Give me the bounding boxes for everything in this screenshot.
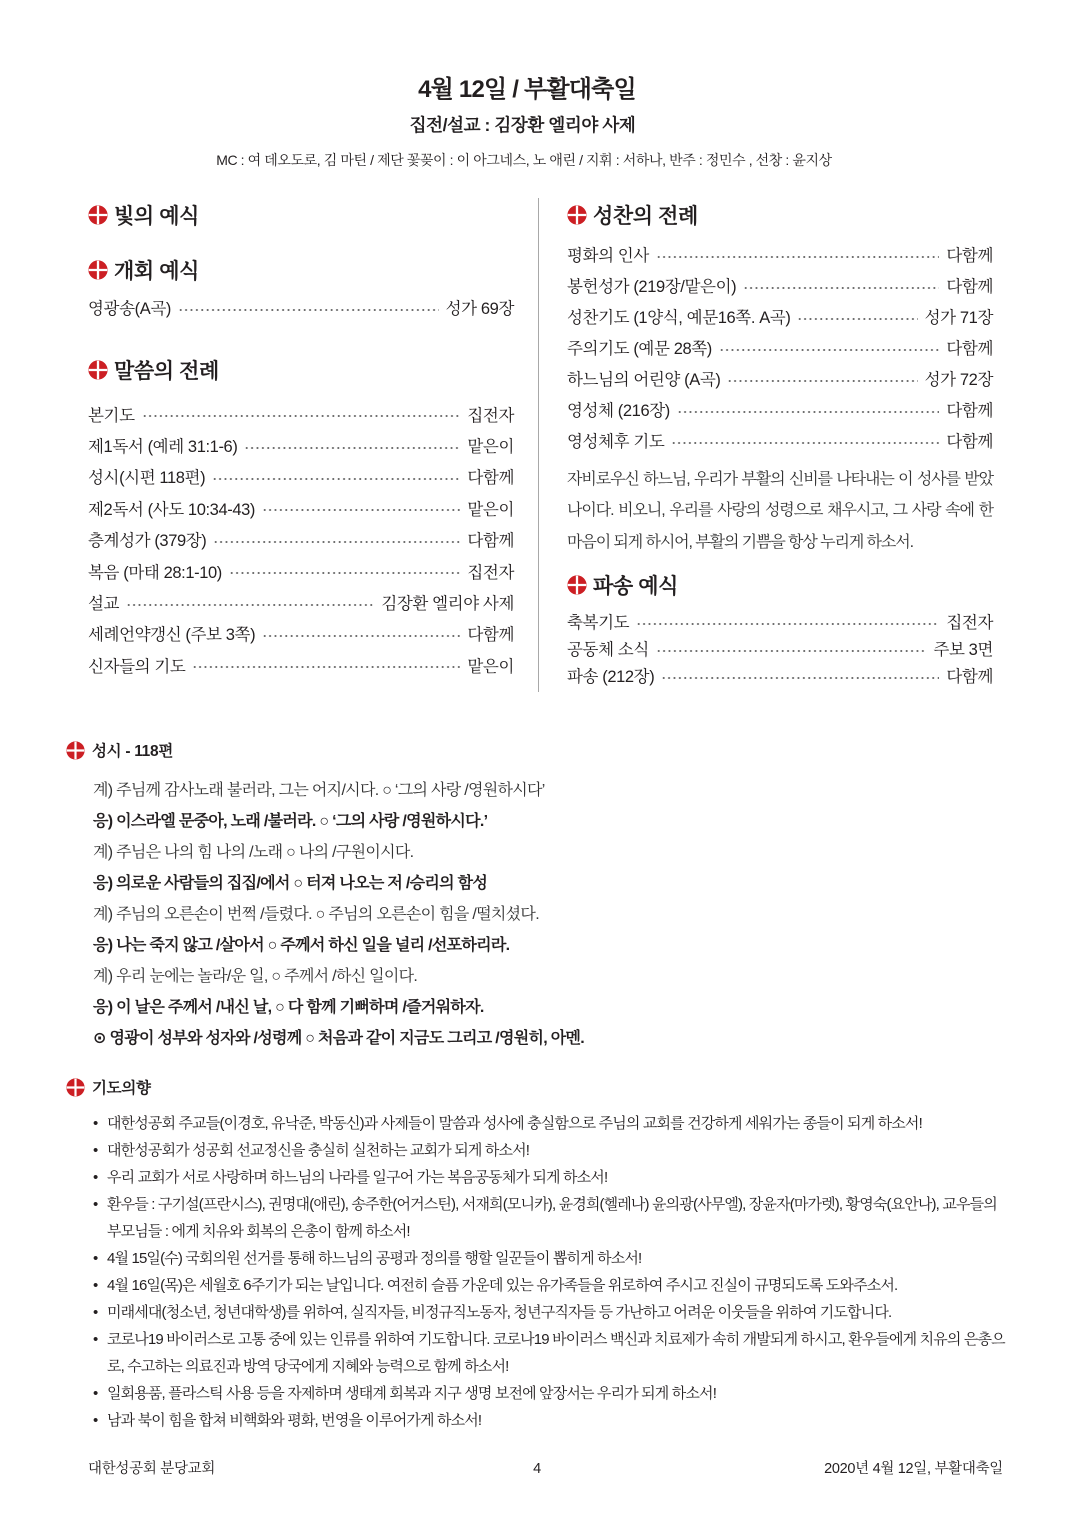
leader-dots — [126, 603, 374, 607]
order-item-label: 신자들의 기도 — [88, 657, 186, 676]
postcommunion-prayer: 자비로우신 하느님, 우리가 부활의 신비를 나타내는 이 성사를 받았나이다. 비오니, 우리를 사랑의 성령으로 채우시고, 그 사랑 속에 한 마음이 되게 하시어, 부활의 기쁨을 항상 누리게 하소서. — [567, 470, 993, 551]
intentions-list — [66, 1110, 1006, 1434]
order-item-value: 맡은이 — [467, 500, 514, 519]
order-item-value: 성가 69장 — [445, 300, 514, 318]
order-item-label: 제2독서 (사도 10:34-43) — [88, 500, 255, 519]
page-number: 4 — [533, 1461, 541, 1477]
leader-dots — [656, 649, 927, 653]
order-item — [567, 301, 993, 332]
psalm-heading — [66, 738, 1006, 762]
leader-dots — [142, 414, 461, 418]
psalm-section — [66, 738, 1006, 1054]
order-item-label: 영성체 (216장) — [567, 402, 670, 420]
order-item-label: 축복기도 — [567, 614, 630, 632]
order-item-value: 다함께 — [946, 247, 993, 265]
celebrant-line: 집전/설교 : 김장환 엘리야 사제 — [409, 115, 636, 135]
page-title: 4월 12일 / 부활대축일 — [418, 76, 636, 103]
cross-icon — [66, 1078, 85, 1097]
intention-item: • 4월 16일(목)은 세월호 6주기가 되는 날입니다. 여전히 슬픔 가운데 있는 유가족들을 위로하여 주시고 진실이 규명되도록 도와주소서. — [66, 1272, 1006, 1299]
order-item-value: 맡은이 — [467, 657, 514, 676]
psalm-line-cantor: 계) 주님은 나의 힘 나의 /노래 ○ 나의 /구원이시다. — [93, 843, 414, 861]
leader-dots — [229, 571, 460, 575]
intention-item: • 남과 북이 힘을 합쳐 비핵화와 평화, 번영을 이루어가게 하소서! — [66, 1407, 1006, 1434]
order-item — [88, 555, 514, 586]
order-item — [567, 363, 993, 394]
leader-dots — [656, 255, 939, 259]
order-item-label: 성시(시편 118편) — [88, 469, 206, 488]
order-item-label: 제1독서 (예레 31:1-6) — [88, 438, 238, 457]
section-heading-text: 말씀의 전례 — [114, 360, 219, 383]
psalm-line-cantor: 계) 주님께 감사노래 불러라, 그는 어지/시다. ○ ‘그의 사랑 /영원하시다’ — [93, 781, 545, 799]
order-item-label: 주의기도 (예문 28쪽) — [567, 340, 712, 358]
order-item-value: 다함께 — [467, 626, 514, 645]
leader-dots — [719, 348, 939, 352]
order-item — [88, 429, 514, 460]
psalm-line-response: 응) 이스라엘 문중아, 노래 /불러라. ○ ‘그의 사랑 /영원하시다.’ — [93, 812, 488, 830]
order-item-value: 다함께 — [946, 402, 993, 420]
cross-icon — [88, 260, 108, 280]
order-item — [567, 332, 993, 363]
order-item — [88, 524, 514, 555]
order-item-label: 복음 (마태 28:1-10) — [88, 563, 222, 582]
psalm-lines — [66, 775, 1006, 1055]
order-item — [567, 662, 993, 689]
order-item-label: 본기도 — [88, 406, 135, 425]
order-item — [88, 492, 514, 523]
section-heading-text: 빛의 예식 — [114, 205, 199, 228]
order-item-label: 영성체후 기도 — [567, 433, 665, 451]
psalm-line-cantor: 계) 우리 눈에는 놀라/운 일, ○ 주께서 /하신 일이다. — [93, 968, 418, 986]
leader-dots — [671, 441, 939, 445]
column-divider — [538, 198, 539, 692]
order-item-value: 성가 71장 — [924, 309, 993, 327]
cross-icon — [567, 205, 587, 225]
order-item-label: 설교 — [88, 595, 120, 614]
order-item-value: 다함께 — [946, 668, 993, 686]
cross-icon — [567, 575, 587, 595]
leader-dots — [727, 379, 917, 383]
footer-church-name: 대한성공회 분당교회 — [88, 1461, 216, 1477]
section-heading-sending — [567, 570, 993, 600]
leader-dots — [213, 540, 460, 544]
psalm-line-cantor: 계) 주님의 오른손이 번쩍 /들렸다. ○ 주님의 오른손이 힘을 /떨치셨다. — [93, 905, 539, 923]
order-item-value: 다함께 — [946, 433, 993, 451]
intention-item: • 일회용품, 플라스틱 사용 등을 자제하며 생태계 회복과 지구 생명 보전에 앞장서는 우리가 되게 하소서! — [66, 1380, 1006, 1407]
order-item-value: 집전자 — [467, 563, 514, 582]
eucharist-items — [567, 239, 993, 456]
intention-item: • 미래세대(청소년, 청년대학생)를 위하여, 실직자들, 비정규직노동자, 청년구직자들 등 가난하고 어려운 이웃들을 위하여 기도합니다. — [66, 1299, 1006, 1326]
intention-item: • 우리 교회가 서로 사랑하며 하느님의 나라를 일구어 가는 복음공동체가 되게 하소서! — [66, 1164, 1006, 1191]
order-item — [88, 398, 514, 429]
cross-icon — [88, 205, 108, 225]
psalm-line-response: 응) 나는 죽지 않고 /살아서 ○ 주께서 하신 일을 널리 /선포하리라. — [93, 936, 510, 954]
leader-dots — [244, 446, 460, 450]
sending-items — [567, 608, 993, 689]
order-item-label: 성찬기도 (1양식, 예문16쪽. A곡) — [567, 309, 791, 327]
section-heading-text: 성찬의 전례 — [593, 205, 698, 228]
order-item — [88, 649, 514, 680]
section-heading-text: 파송 예식 — [593, 575, 678, 598]
cross-icon — [66, 741, 85, 760]
order-item — [88, 461, 514, 492]
order-item-value: 다함께 — [467, 469, 514, 488]
order-item — [567, 270, 993, 301]
order-item-label: 층계성가 (379장) — [88, 532, 207, 551]
order-item-label: 평화의 인사 — [567, 247, 649, 265]
section-heading-eucharist — [567, 200, 993, 230]
section-heading-text: 개회 예식 — [114, 260, 199, 283]
footer-date: 2020년 4월 12일, 부활대축일 — [824, 1461, 1003, 1477]
intention-item: • 대한성공회 주교들(이경호, 유낙준, 박동신)과 사제들이 말씀과 성사에 충실함으로 주님의 교회를 건강하게 세워가는 종들이 되게 하소서! — [66, 1110, 1006, 1137]
order-item-label: 영광송(A곡) — [88, 300, 171, 318]
word-items — [88, 398, 514, 681]
leader-dots — [212, 477, 460, 481]
psalm-line-response: 응) 의로운 사람들의 집집/에서 ○ 터져 나오는 저 /승리의 함성 — [93, 874, 488, 892]
leader-dots — [743, 286, 939, 290]
intention-item: • 대한성공회가 성공회 선교정신을 충실히 실천하는 교회가 되게 하소서! — [66, 1137, 1006, 1164]
intention-item: • 4월 15일(수) 국회의원 선거를 통해 하느님의 공평과 정의를 행할 일꾼들이 뽑히게 하소서! — [66, 1245, 1006, 1272]
order-item-label: 세례언약갱신 (주보 3쪽) — [88, 626, 256, 645]
intentions-heading — [66, 1075, 1006, 1099]
leader-dots — [636, 622, 939, 626]
order-item-label: 공동체 소식 — [567, 641, 649, 659]
opening-items — [88, 292, 514, 322]
order-item-value: 성가 72장 — [924, 371, 993, 389]
section-heading-word — [88, 355, 514, 385]
order-item-value: 다함께 — [467, 532, 514, 551]
intention-item: • 코로나19 바이러스로 고통 중에 있는 인류를 위하여 기도합니다. 코로나19 바이러스 백신과 치료제가 속히 개발되게 하시고, 환우들에게 치유의 은총으로, 수고하는 의료진과 방역 당국에게 지혜와 능력으로 함께 하소서! — [66, 1326, 1006, 1380]
leader-dots — [178, 308, 439, 312]
order-item — [88, 586, 514, 617]
order-item-label: 봉헌성가 (219장/맡은이) — [567, 278, 737, 296]
leader-dots — [262, 634, 460, 638]
order-item-value: 집전자 — [467, 406, 514, 425]
cross-icon — [88, 360, 108, 380]
leader-dots — [192, 665, 460, 669]
leader-dots — [677, 410, 940, 414]
order-item-value: 주보 3면 — [933, 641, 993, 659]
order-item-value: 김장환 엘리야 사제 — [381, 595, 514, 614]
order-item-label: 파송 (212장) — [567, 668, 655, 686]
order-item — [88, 618, 514, 649]
intentions-heading-text: 기도의향 — [92, 1080, 151, 1097]
order-item — [567, 394, 993, 425]
intention-item: • 환우들 : 구기설(프란시스), 권명대(애린), 송주한(어거스틴), 서재희(모니카), 윤경희(헬레나) 윤의광(사무엘), 장윤자(마가렛), 황영숙(요안나), 교우들의 부모님들 : 에게 치유와 회복의 은총이 함께 하소서! — [66, 1191, 1006, 1245]
prayer-intentions — [66, 1075, 1006, 1434]
order-item — [567, 608, 993, 635]
order-of-service-right — [567, 200, 993, 689]
order-item-label: 하느님의 어린양 (A곡) — [567, 371, 721, 389]
leader-dots — [797, 317, 917, 321]
order-item-value: 다함께 — [946, 278, 993, 296]
order-item — [567, 425, 993, 456]
leader-dots — [661, 676, 939, 680]
order-item — [88, 292, 514, 322]
order-item — [567, 635, 993, 662]
psalm-line-response: 응) 이 날은 주께서 /내신 날, ○ 다 함께 기뻐하며 /즐거워하자. — [93, 999, 484, 1017]
order-of-service-left — [88, 200, 514, 681]
order-item — [567, 239, 993, 270]
order-item-value: 집전자 — [946, 614, 993, 632]
psalm-line-doxology: ⊙ 영광이 성부와 성자와 /성령께 ○ 처음과 같이 지금도 그리고 /영원히, 아멘. — [93, 1030, 585, 1048]
order-item-value: 다함께 — [946, 340, 993, 358]
page-footer — [88, 1458, 1003, 1480]
psalm-heading-text: 성시 - 118편 — [92, 743, 173, 760]
leader-dots — [262, 508, 460, 512]
ministry-roles: MC : 여 데오도로, 김 마틴 / 제단 꽃꽂이 : 이 아그네스, 노 애린 / 지휘 : 서하나, 반주 : 정민수 , 선창 : 윤지상 — [216, 152, 832, 168]
section-heading-opening — [88, 255, 514, 285]
order-item-value: 맡은이 — [467, 438, 514, 457]
section-heading-light — [88, 200, 514, 230]
